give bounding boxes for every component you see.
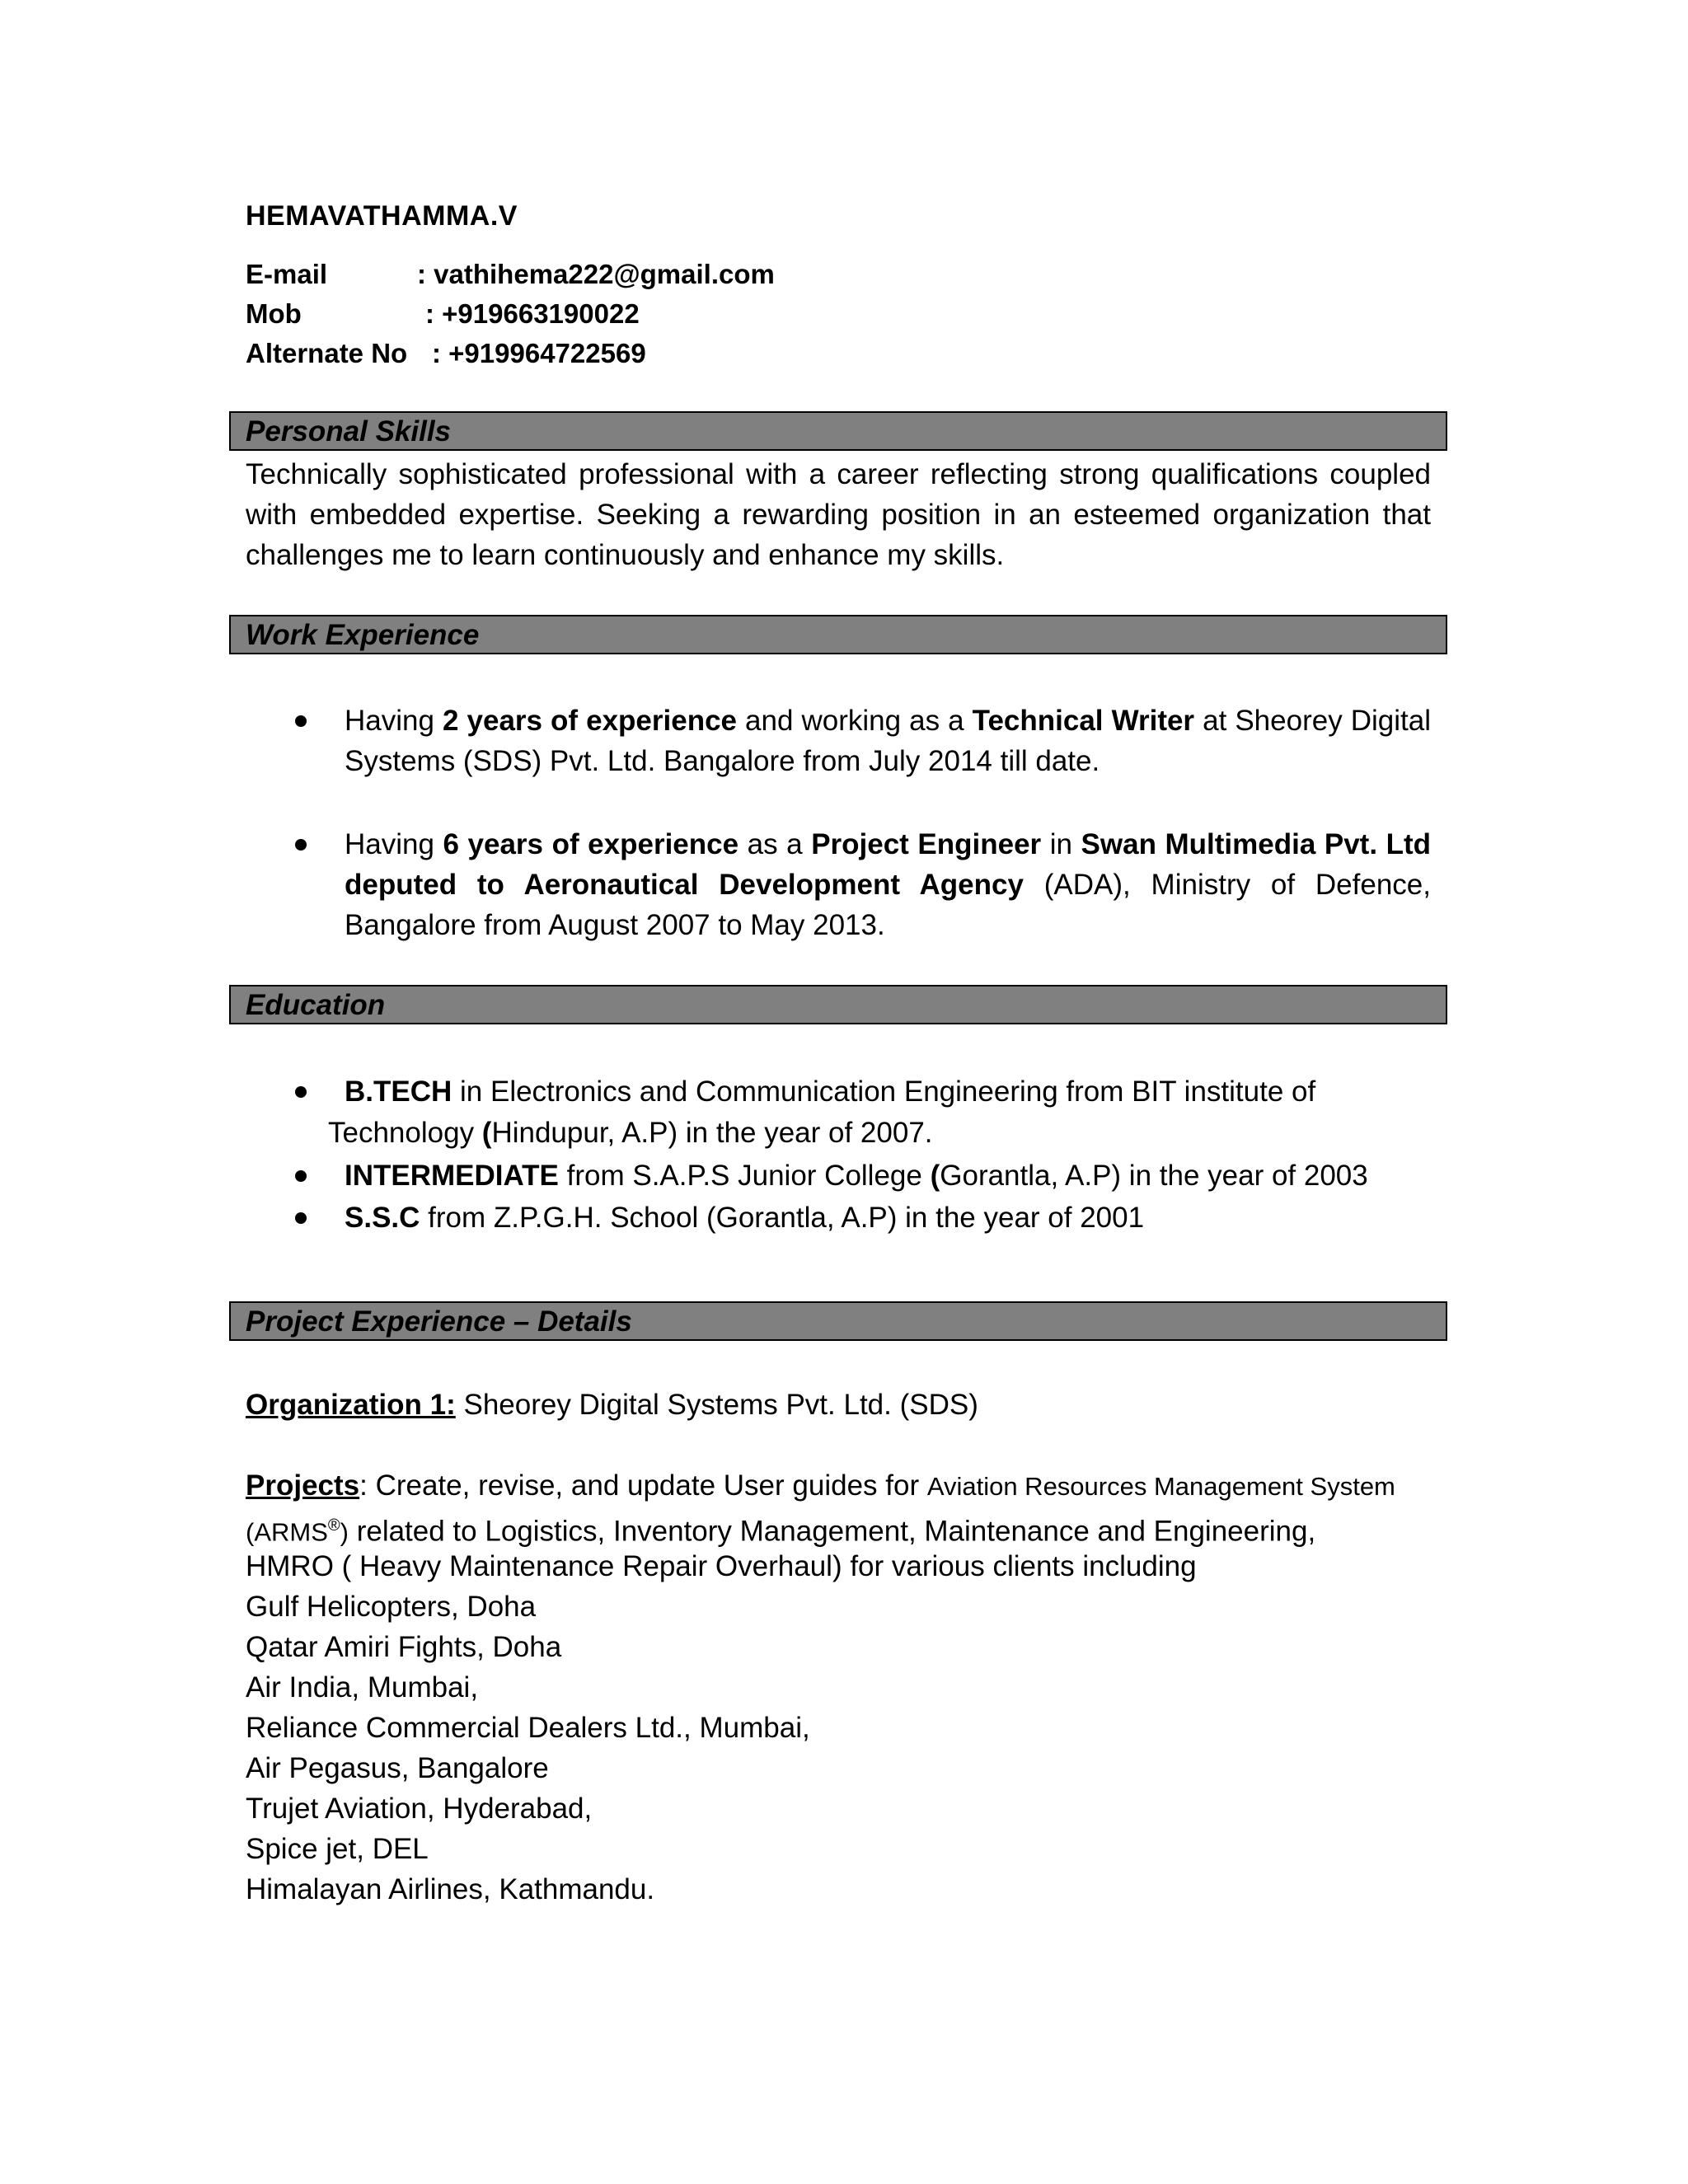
alternate-label: Alternate No	[246, 338, 408, 368]
client-item: Air India, Mumbai,	[246, 1671, 479, 1704]
bullet-icon	[295, 1086, 307, 1098]
alternate-value: : +919964722569	[432, 338, 646, 368]
email-value: : vathihema222@gmail.com	[417, 259, 775, 289]
projects-line-3: HMRO ( Heavy Maintenance Repair Overhaul) for various clients including	[246, 1550, 1197, 1582]
personal-skills-heading: Personal Skills	[246, 415, 452, 448]
client-item: Air Pegasus, Bangalore	[246, 1752, 549, 1784]
projects-line-1: Projects: Create, revise, and update User guides for Aviation Resources Management System	[246, 1469, 1395, 1502]
bullet-icon	[295, 839, 307, 851]
education-item-btech: B.TECH in Electronics and Communication Engineering from BIT institute of	[345, 1076, 1316, 1108]
bullet-icon	[295, 1212, 307, 1224]
mobile-row	[246, 298, 640, 330]
mobile-label: Mob	[246, 298, 302, 329]
organization-line	[246, 1385, 978, 1425]
work-item-1: Having 2 years of experience and working as a Technical Writer at Sheorey Digital Systems (SDS) Pvt. Ltd. Bangalore from July 2014 till date.	[345, 705, 1432, 777]
organization-label: Organization 1:	[246, 1389, 456, 1421]
projects-line-2: (ARMS®) related to Logistics, Inventory Management, Maintenance and Engineering,	[246, 1515, 1316, 1548]
client-item: Reliance Commercial Dealers Ltd., Mumbai,	[246, 1712, 810, 1744]
organization-value: Sheorey Digital Systems Pvt. Ltd. (SDS)	[455, 1389, 978, 1421]
alternate-row	[246, 338, 646, 369]
education-heading: Education	[246, 989, 386, 1021]
work-experience-header	[229, 615, 1447, 654]
client-item: Spice jet, DEL	[246, 1833, 429, 1865]
work-experience-heading: Work Experience	[246, 619, 480, 651]
education-item-ssc: S.S.C from Z.P.G.H. School (Gorantla, A.P) in the year of 2001	[345, 1202, 1145, 1234]
project-experience-header	[229, 1301, 1447, 1341]
email-label: E-mail	[246, 259, 328, 289]
project-experience-heading: Project Experience – Details	[246, 1305, 632, 1338]
work-item-2: Having 6 years of experience as a Project Engineer in Swan Multimedia Pvt. Ltd deputed to Aeronautical Development Agency (ADA), Ministry of Defence, Bangalore from August 2007 to May 2013.	[345, 828, 1432, 941]
client-item: Trujet Aviation, Hyderabad,	[246, 1793, 593, 1825]
bullet-icon	[295, 715, 307, 727]
personal-skills-text: Technically sophisticated professional with a career reflecting strong qualifications coupled with embedded expertise. Seeking a rewarding position in an esteemed organization that challenges me to learn continuously and enhance my skills.	[246, 458, 1431, 571]
mobile-value: : +919663190022	[425, 298, 640, 329]
education-item-intermediate: INTERMEDIATE from S.A.P.S Junior College (Gorantla, A.P) in the year of 2003	[345, 1160, 1368, 1192]
client-item: Gulf Helicopters, Doha	[246, 1591, 537, 1623]
projects-label: Projects	[246, 1469, 360, 1502]
candidate-name: HEMAVATHAMMA.V	[246, 200, 518, 232]
education-item-btech-cont: Technology (Hindupur, A.P) in the year of 2007.	[328, 1117, 933, 1149]
bullet-icon	[295, 1170, 307, 1182]
personal-skills-header	[229, 411, 1447, 451]
email-row	[246, 259, 775, 290]
client-item: Himalayan Airlines, Kathmandu.	[246, 1873, 655, 1905]
education-header	[229, 985, 1447, 1024]
client-item: Qatar Amiri Fights, Doha	[246, 1631, 562, 1663]
